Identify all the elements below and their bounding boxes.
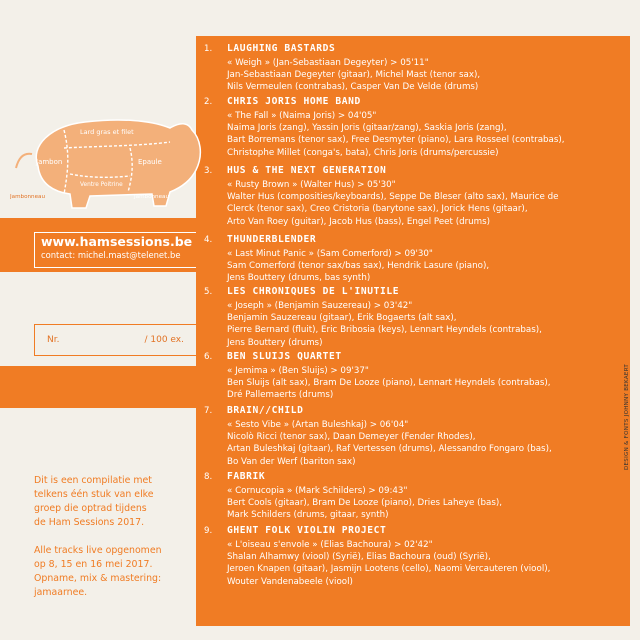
track-detail-line: Jan-Sebastiaan Degeyter (gitaar), Michel Mast (tenor sax), [227, 70, 481, 81]
edition-number-box [34, 324, 196, 356]
track-detail-line: Wouter Vandenabeele (viool) [227, 576, 353, 587]
website-url[interactable]: www.hamsessions.be [41, 234, 193, 249]
track-number: 4. [204, 235, 213, 245]
track-detail-line: Jens Bouttery (drums, bas synth) [227, 273, 371, 284]
band-name: HUS & THE NEXT GENERATION [227, 165, 387, 176]
pig-label-epaule: Epaule [138, 158, 162, 166]
recording-line: jamaarnee. [34, 587, 88, 598]
track-detail-line: « Sesto Vibe » (Artan Buleshkaj) > 06'04" [227, 420, 409, 430]
track-number: 9. [204, 526, 213, 536]
track-detail-line: « Weigh » (Jan-Sebastiaan Degeyter) > 05'11" [227, 58, 429, 68]
compilation-line: de Ham Sessions 2017. [34, 517, 145, 528]
track-detail-line: Artan Buleshkaj (gitaar), Raf Vertessen (drums), Alessandro Fongaro (bas), [227, 444, 552, 455]
track-detail-line: Sam Comerford (tenor sax/bas sax), Hendrik Lasure (piano), [227, 261, 490, 272]
track-number: 1. [204, 44, 213, 54]
track-detail-line: « The Fall » (Naima Joris) > 04'05" [227, 111, 377, 121]
track-detail-line: « Joseph » (Benjamin Sauzereau) > 03'42" [227, 301, 413, 311]
recording-line: Alle tracks live opgenomen [34, 545, 162, 556]
contact-email[interactable]: contact: michel.mast@telenet.be [41, 250, 181, 260]
track-detail-line: Nicolò Ricci (tenor sax), Daan Demeyer (Fender Rhodes), [227, 432, 476, 443]
band-name: CHRIS JORIS HOME BAND [227, 96, 361, 107]
track-detail-line: Shalan Alhamwy (viool) (Syrië), Elias Bachoura (oud) (Syrië), [227, 552, 491, 563]
track-number: 7. [204, 406, 213, 416]
compilation-line: telkens één stuk van elke [34, 489, 154, 500]
band-name: GHENT FOLK VIOLIN PROJECT [227, 525, 387, 536]
compilation-line: groep die optrad tijdens [34, 503, 147, 514]
track-number: 5. [204, 287, 213, 297]
track-detail-line: « L'oiseau s'envole » (Elias Bachoura) > 02'42" [227, 540, 433, 550]
track-detail-line: Arto Van Roey (guitar), Jacob Hus (bass), Engel Peet (drums) [227, 216, 491, 227]
band-name: BRAIN//CHILD [227, 405, 304, 416]
band-name: FABRIK [227, 471, 266, 482]
left-orange-band [0, 366, 196, 408]
design-credit: DESIGN & FONTS JOHNNY BEKAERT [624, 363, 630, 470]
recording-line: op 8, 15 en 16 mei 2017. [34, 559, 153, 570]
pig-label-lard: Lard gras et filet [80, 128, 134, 136]
track-number: 2. [204, 97, 213, 107]
band-name: BEN SLUIJS QUARTET [227, 351, 342, 362]
band-name: LES CHRONIQUES DE L'INUTILE [227, 286, 400, 297]
track-detail-line: Jens Bouttery (drums) [227, 337, 323, 348]
edition-total: / 100 ex. [144, 335, 184, 345]
website-box [34, 232, 196, 268]
track-detail-line: Ben Sluijs (alt sax), Bram De Looze (piano), Lennart Heyndels (contrabas), [227, 378, 551, 389]
track-detail-line: Bart Borremans (tenor sax), Free Desmyter (piano), Lara Rosseel (contrabas), [227, 135, 565, 146]
band-name: THUNDERBLENDER [227, 234, 317, 245]
pig-label-jambonneau-left: Jambonneau [10, 194, 46, 200]
track-detail-line: Walter Hus (composities/keyboards), Seppe De Bleser (alto sax), Maurice de [227, 192, 559, 203]
track-detail-line: Nils Vermeulen (contrabas), Casper Van De Velde (drums) [227, 82, 479, 93]
compilation-line: Dit is een compilatie met [34, 475, 152, 486]
track-detail-line: Mark Schilders (drums, gitaar, synth) [227, 510, 389, 521]
track-detail-line: Bert Cools (gitaar), Bram De Looze (piano), Dries Laheye (bas), [227, 498, 503, 509]
track-number: 3. [204, 166, 213, 176]
track-detail-line: « Cornucopia » (Mark Schilders) > 09:43" [227, 486, 408, 496]
edition-nr-label: Nr. [47, 335, 60, 345]
track-detail-line: Jeroen Knapen (gitaar), Jasmijn Lootens (cello), Naomi Vercauteren (viool), [227, 564, 551, 575]
track-detail-line: « Jemima » (Ben Sluijs) > 09'37" [227, 366, 369, 376]
track-number: 8. [204, 472, 213, 482]
pig-label-jambon: Jambon [36, 158, 63, 166]
track-detail-line: « Last Minut Panic » (Sam Comerford) > 09'30" [227, 249, 433, 259]
track-detail-line: « Rusty Brown » (Walter Hus) > 05'30" [227, 180, 396, 190]
pig-label-jambonneau-right: Jambonneau [134, 194, 170, 200]
pig-butcher-chart [10, 108, 206, 214]
compilation-description [34, 474, 196, 530]
pig-label-ventre: Ventre Poitrine [80, 182, 123, 188]
track-detail-line: Naima Joris (zang), Yassin Joris (gitaar/zang), Saskia Joris (zang), [227, 123, 507, 134]
track-detail-line: Bo Van der Werf (bariton sax) [227, 456, 356, 467]
recording-info [34, 544, 196, 600]
track-detail-line: Clerck (tenor sax), Creo Cristoria (barytone sax), Jorick Hens (gitaar), [227, 204, 528, 215]
recording-line: Opname, mix & mastering: [34, 573, 162, 584]
track-detail-line: Pierre Bernard (fluit), Eric Bribosia (keys), Lennart Heyndels (contrabas), [227, 325, 542, 336]
band-name: LAUGHING BASTARDS [227, 43, 336, 54]
track-detail-line: Benjamin Sauzereau (gitaar), Erik Bogaerts (alt sax), [227, 313, 457, 324]
track-number: 6. [204, 352, 213, 362]
track-detail-line: Dré Pallemaerts (drums) [227, 390, 334, 401]
track-detail-line: Christophe Millet (conga's, bata), Chris Joris (drums/percussie) [227, 147, 499, 158]
